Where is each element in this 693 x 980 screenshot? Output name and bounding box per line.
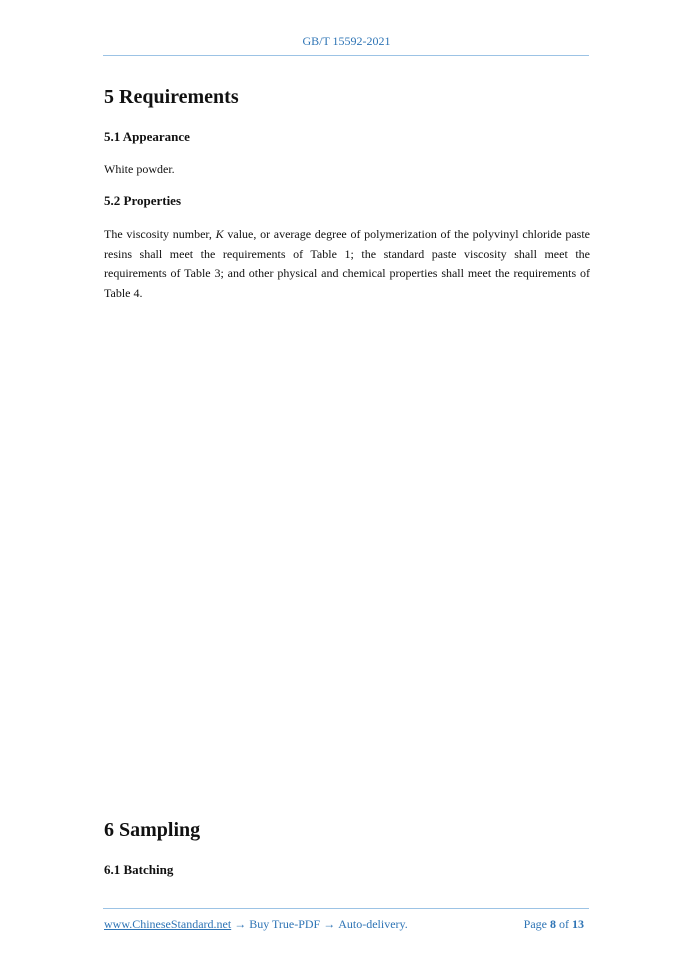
buy-pdf-text: Buy True-PDF: [249, 917, 321, 931]
section-5-1-heading: 5.1 Appearance: [104, 129, 190, 144]
page-indicator: [524, 917, 584, 932]
total-pages: 13: [572, 917, 584, 931]
section-5-1-text: White powder.: [104, 162, 175, 176]
auto-delivery-text: Auto-delivery.: [338, 917, 408, 931]
header-divider: [103, 55, 589, 56]
of-label: of: [559, 917, 569, 931]
section-6-heading: 6 Sampling: [104, 819, 201, 841]
arrow-right-icon: →: [323, 917, 336, 931]
k-symbol: K: [215, 227, 224, 241]
para-text-part1: The viscosity number,: [104, 227, 216, 241]
arrow-right-icon: →: [234, 917, 247, 931]
section-5-2-text: [104, 225, 590, 303]
page-number: 8: [550, 917, 556, 931]
section-5-2-heading: 5.2 Properties: [104, 193, 182, 208]
para-text-part2: value, or average degree of polymerization of the polyvinyl chloride paste resins shall meet the requirements of Table 1; the standard paste viscosity shall meet the requirements of Table 3; and other physical and chemical properties shall meet the requirements of Table 4.: [104, 227, 591, 300]
site-link[interactable]: www.ChineseStandard.net: [104, 917, 232, 931]
page-header: [0, 34, 693, 49]
standard-code: GB/T 15592-2021: [302, 34, 391, 48]
footer-divider: [103, 908, 589, 909]
page-label: Page: [523, 917, 547, 931]
section-6-1-heading: 6.1 Batching: [104, 862, 174, 877]
section-5-heading: 5 Requirements: [104, 86, 239, 108]
footer-promo: [104, 917, 408, 932]
